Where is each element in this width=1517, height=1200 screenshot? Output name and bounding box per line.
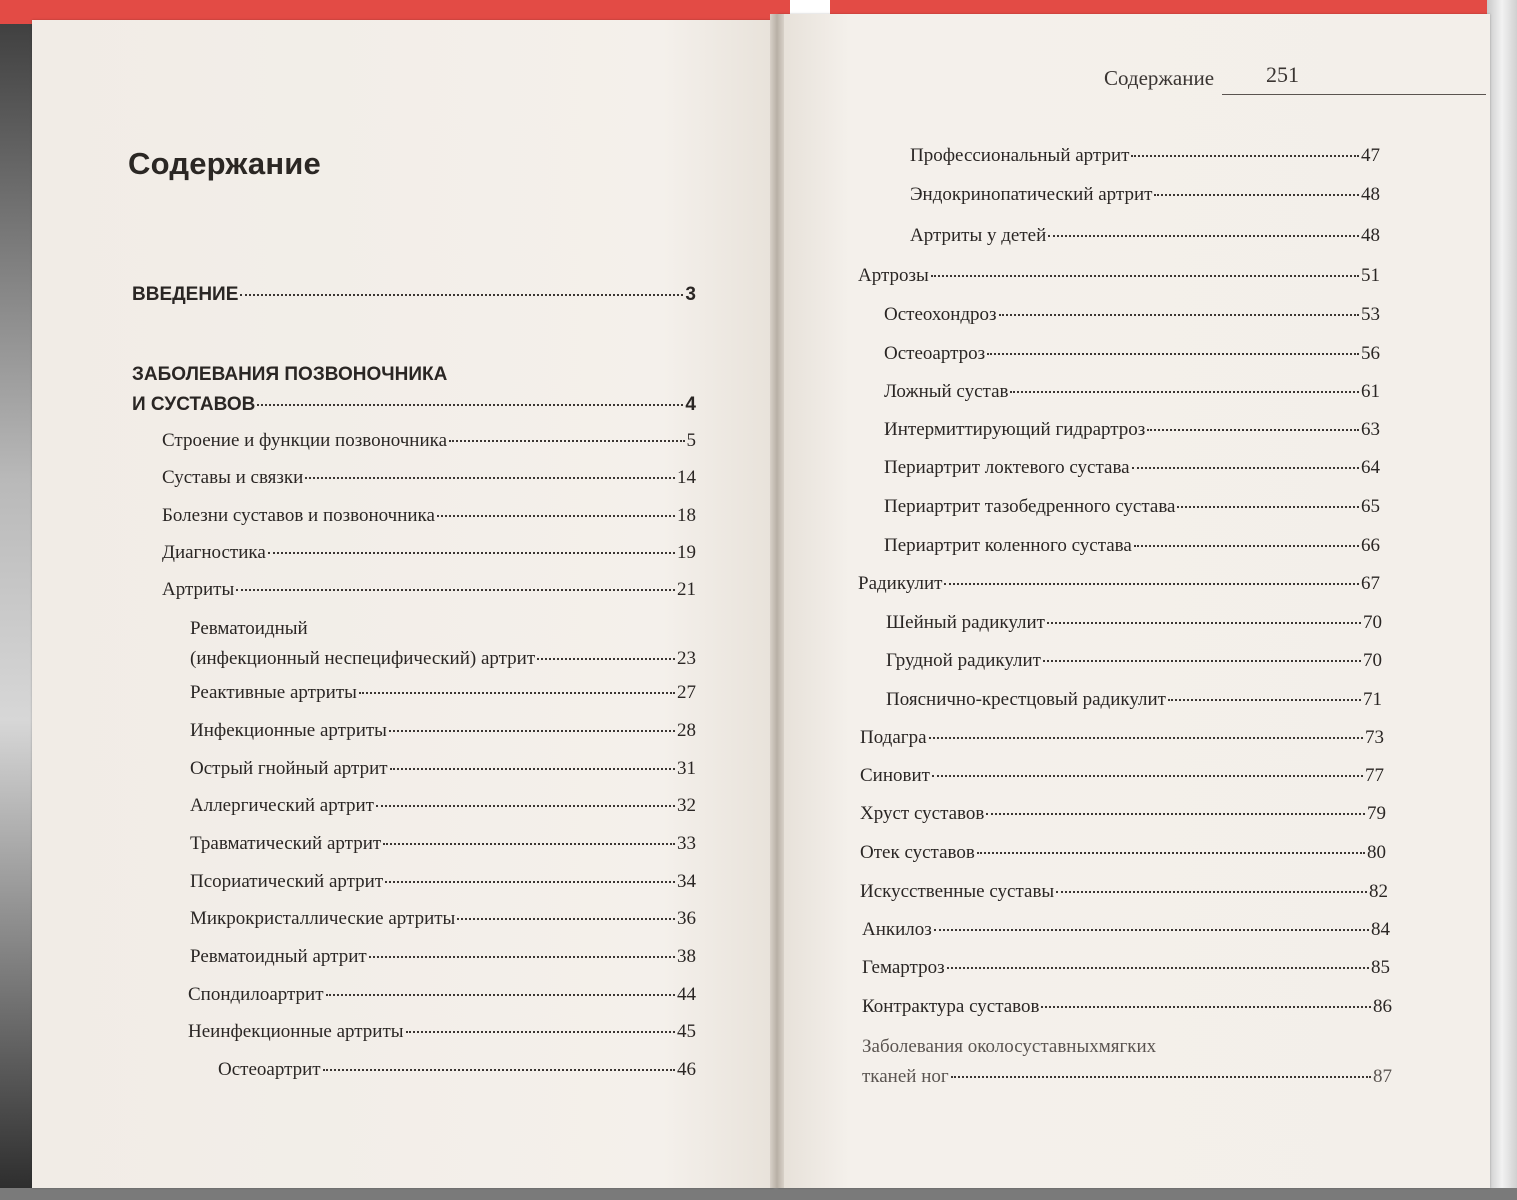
toc-entry[interactable] (910, 145, 1380, 167)
toc-entry-page: 44 (677, 984, 696, 1005)
book-cover-right-edge (1487, 0, 1517, 1200)
toc-entry[interactable] (860, 881, 1388, 903)
toc-entry[interactable] (862, 1036, 1392, 1088)
toc-entry[interactable] (190, 682, 696, 704)
toc-entry-label: Строение и функции позвоночника (162, 430, 448, 451)
toc-entry-label: Остеохондроз (884, 304, 997, 325)
toc-entry-page: 85 (1371, 957, 1390, 978)
toc-entry-label: Анкилоз (862, 919, 932, 940)
toc-entry-label: Хруст суставов (860, 803, 985, 824)
toc-entry[interactable] (860, 803, 1386, 825)
toc-entry[interactable] (858, 265, 1380, 287)
leader-dots (457, 918, 675, 920)
toc-entry-page: 56 (1361, 343, 1380, 364)
leader-dots (986, 813, 1365, 815)
toc-entry-label-line1: ЗАБОЛЕВАНИЯ ПОЗВОНОЧНИКА (132, 364, 448, 385)
toc-entry-label: Профессиональный артрит (910, 145, 1130, 166)
toc-entry-label: Эндокринопатический артрит (910, 184, 1153, 205)
toc-entry[interactable] (860, 842, 1386, 864)
toc-entry[interactable] (884, 343, 1380, 365)
toc-entry-page: 34 (677, 871, 696, 892)
toc-entry-page: 27 (677, 682, 696, 703)
toc-entry-page: 18 (677, 505, 696, 526)
leader-dots (1147, 429, 1359, 431)
toc-entry-label: Грудной радикулит (886, 650, 1041, 671)
leader-dots (1154, 194, 1359, 196)
leader-dots (1048, 235, 1359, 237)
toc-entry[interactable] (910, 225, 1380, 247)
toc-entry-label: Острый гнойный артрит (190, 758, 388, 779)
toc-entry-label: Искусственные суставы (860, 881, 1055, 902)
toc-entry-label: Радикулит (858, 573, 943, 594)
leader-dots (1043, 660, 1361, 662)
leader-dots (390, 768, 675, 770)
toc-entry-page: 21 (677, 579, 696, 600)
toc-entry[interactable] (190, 833, 696, 855)
toc-entry-page: 14 (677, 467, 696, 488)
leader-dots (987, 353, 1359, 355)
toc-entry-label: ВВЕДЕНИЕ (132, 284, 239, 305)
toc-entry-page: 64 (1361, 457, 1380, 478)
toc-entry[interactable] (862, 996, 1392, 1018)
toc-entry[interactable] (218, 1059, 696, 1081)
toc-entry[interactable] (188, 984, 696, 1006)
toc-entry[interactable] (884, 457, 1380, 479)
toc-entry-label: Подагра (860, 727, 927, 748)
toc-entry-page: 33 (677, 833, 696, 854)
toc-entry-page: 31 (677, 758, 696, 779)
leader-dots (1010, 391, 1359, 393)
toc-entry-label: Гемартроз (862, 957, 945, 978)
toc-entry-page: 82 (1369, 881, 1388, 902)
page-number: 251 (1266, 62, 1299, 87)
running-head: Содержание (1104, 66, 1215, 90)
leader-dots (376, 805, 675, 807)
toc-entry-page: 70 (1363, 612, 1382, 633)
toc-entry-page: 70 (1363, 650, 1382, 671)
toc-entry-label: Болезни суставов и позвоночника (162, 505, 435, 526)
toc-entry-page: 84 (1371, 919, 1390, 940)
leader-dots (323, 1069, 675, 1071)
leader-dots (934, 929, 1369, 931)
toc-entry[interactable] (162, 467, 696, 489)
leader-dots (931, 275, 1359, 277)
toc-entry-label: Интермиттирующий гидрартроз (884, 419, 1146, 440)
toc-entry[interactable] (860, 765, 1384, 787)
left-page (32, 20, 774, 1188)
toc-entry-page: 87 (1373, 1066, 1392, 1087)
toc-entry-page: 73 (1365, 727, 1384, 748)
toc-entry-page: 19 (677, 542, 696, 563)
toc-entry-page: 86 (1373, 996, 1392, 1017)
toc-entry[interactable] (190, 618, 696, 670)
toc-entry-page: 51 (1361, 265, 1380, 286)
leader-dots (369, 956, 675, 958)
toc-entry-label: Периартрит коленного сустава (884, 535, 1132, 556)
toc-entry-label: Шейный радикулит (886, 612, 1045, 633)
toc-entry[interactable] (884, 535, 1380, 557)
leader-dots (257, 404, 683, 406)
toc-entry-label: И СУСТАВОВ (132, 394, 256, 415)
toc-entry[interactable] (884, 381, 1380, 403)
leader-dots (449, 440, 684, 442)
leader-dots (305, 477, 675, 479)
leader-dots (1131, 155, 1359, 157)
toc-entry-label-line1: Ревматоидный (190, 618, 308, 639)
toc-entry-page: 4 (685, 394, 696, 415)
toc-entry-label: Аллергический артрит (190, 795, 374, 816)
leader-dots (932, 775, 1363, 777)
leader-dots (383, 843, 675, 845)
running-head-rule (1222, 94, 1486, 95)
toc-entry-label: Периартрит тазобедренного сустава (884, 496, 1176, 517)
toc-entry-label: Периартрит локтевого сустава (884, 457, 1130, 478)
toc-entry-page: 28 (677, 720, 696, 741)
leader-dots (326, 994, 675, 996)
toc-entry-label: Остеоартроз (884, 343, 986, 364)
toc-entry-label: Спондилоартрит (188, 984, 324, 1005)
leader-dots (437, 515, 675, 517)
leader-dots (1132, 467, 1359, 469)
toc-entry[interactable] (886, 612, 1382, 634)
leader-dots (1177, 506, 1359, 508)
leader-dots (385, 881, 675, 883)
toc-entry-label: Артрозы (858, 265, 929, 286)
toc-entry[interactable] (884, 419, 1380, 441)
toc-entry-page: 53 (1361, 304, 1380, 325)
toc-entry-label: Реактивные артриты (190, 682, 357, 703)
toc-entry[interactable] (162, 542, 696, 564)
leader-dots (537, 658, 675, 660)
toc-entry-page: 32 (677, 795, 696, 816)
leader-dots (1056, 891, 1367, 893)
toc-entry[interactable] (162, 505, 696, 527)
toc-entry-label: Пояснично-крестцовый радикулит (886, 689, 1166, 710)
toc-entry[interactable] (132, 284, 696, 306)
toc-entry-page: 66 (1361, 535, 1380, 556)
leader-dots (1041, 1006, 1371, 1008)
toc-entry-label: Суставы и связки (162, 467, 304, 488)
toc-entry-page: 48 (1361, 225, 1380, 246)
toc-entry-page: 65 (1361, 496, 1380, 517)
toc-entry[interactable] (190, 908, 696, 930)
book-cover-bottom-edge (0, 1188, 1517, 1200)
toc-entry[interactable] (886, 689, 1382, 711)
toc-entry-label: Травматический артрит (190, 833, 382, 854)
toc-entry-page: 5 (686, 430, 696, 451)
toc-entry[interactable] (862, 919, 1390, 941)
toc-entry-label: Неинфекционные артриты (188, 1021, 404, 1042)
toc-entry-page: 46 (677, 1059, 696, 1080)
toc-entry[interactable] (884, 496, 1380, 518)
toc-entry[interactable] (858, 573, 1380, 595)
toc-entry[interactable] (886, 650, 1382, 672)
leader-dots (999, 314, 1359, 316)
toc-entry-label: Ложный сустав (884, 381, 1009, 402)
toc-entry[interactable] (190, 758, 696, 780)
toc-entry-page: 61 (1361, 381, 1380, 402)
toc-entry-page: 71 (1363, 689, 1382, 710)
leader-dots (389, 730, 675, 732)
toc-entry-label: Диагностика (162, 542, 266, 563)
toc-entry[interactable] (884, 304, 1380, 326)
toc-entry-label: тканей ног (862, 1066, 949, 1087)
toc-entry-page: 80 (1367, 842, 1386, 863)
toc-entry-page: 3 (685, 284, 696, 305)
toc-entry-page: 48 (1361, 184, 1380, 205)
toc-entry-label: Артриты у детей (910, 225, 1047, 246)
toc-entry-page: 45 (677, 1021, 696, 1042)
leader-dots (359, 692, 675, 694)
toc-entry[interactable] (162, 430, 696, 452)
toc-entry-page: 63 (1361, 419, 1380, 440)
leader-dots (1134, 545, 1359, 547)
toc-entry-page: 67 (1361, 573, 1380, 594)
toc-entry[interactable] (162, 579, 696, 601)
toc-entry-page: 36 (677, 908, 696, 929)
toc-entry[interactable] (862, 957, 1390, 979)
toc-entry-label: Остеоартрит (218, 1059, 321, 1080)
toc-entry-label: Синовит (860, 765, 930, 786)
leader-dots (977, 852, 1365, 854)
toc-entry-page: 47 (1361, 145, 1380, 166)
toc-entry[interactable] (188, 1021, 696, 1043)
toc-entry[interactable] (132, 364, 696, 416)
leader-dots (406, 1031, 675, 1033)
toc-entry-label: Контрактура суставов (862, 996, 1040, 1017)
toc-entry-label: Инфекционные артриты (190, 720, 387, 741)
toc-entry-label: Артриты (162, 579, 235, 600)
leader-dots (1047, 622, 1361, 624)
toc-entry-page: 38 (677, 946, 696, 967)
toc-entry-page: 23 (677, 648, 696, 669)
toc-entry[interactable] (860, 727, 1384, 749)
leader-dots (944, 583, 1359, 585)
toc-entry-label: Псориатический артрит (190, 871, 384, 892)
toc-entry[interactable] (190, 795, 696, 817)
toc-entry-page: 79 (1367, 803, 1386, 824)
leader-dots (947, 967, 1369, 969)
leader-dots (929, 737, 1364, 739)
toc-entry[interactable] (190, 871, 696, 893)
toc-entry-page: 77 (1365, 765, 1384, 786)
leader-dots (268, 552, 675, 554)
page-title: Содержание (128, 146, 321, 181)
toc-entry[interactable] (910, 184, 1380, 206)
leader-dots (1168, 699, 1361, 701)
toc-entry-label: Отек суставов (860, 842, 975, 863)
leader-dots (236, 589, 675, 591)
toc-entry-label: Микрокристаллические артриты (190, 908, 456, 929)
toc-entry-label-line1: Заболевания околосуставныхмягких (862, 1036, 1157, 1057)
book-gutter (770, 14, 784, 1188)
toc-entry-label: Ревматоидный артрит (190, 946, 367, 967)
leader-dots (240, 294, 683, 296)
toc-entry[interactable] (190, 946, 696, 968)
toc-entry-label: (инфекционный неспецифический) артрит (190, 648, 536, 669)
toc-entry[interactable] (190, 720, 696, 742)
leader-dots (951, 1076, 1371, 1078)
